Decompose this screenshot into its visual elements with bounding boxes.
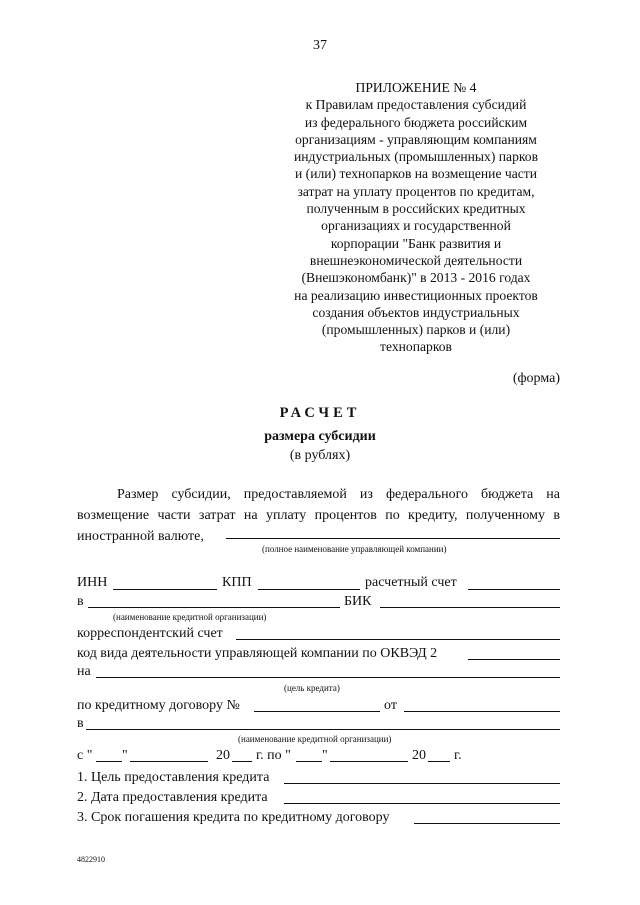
- units-note: (в рублях): [289, 448, 351, 463]
- appendix-line: (промышленных) парков и (или): [321, 322, 511, 338]
- appendix-line: внешнеэкономической деятельности: [309, 252, 523, 268]
- bank2-caption: (наименование кредитной организации): [238, 734, 392, 744]
- item-repayment-term: 3. Срок погашения кредита по кредитному договору: [77, 810, 390, 825]
- item-purpose-field[interactable]: [284, 783, 560, 784]
- item-purpose: 1. Цель предоставления кредита: [77, 770, 270, 785]
- quote: ": [322, 748, 328, 763]
- item-issue-date-field[interactable]: [284, 803, 560, 804]
- appendix-line: корпорации "Банк развития и: [330, 235, 502, 251]
- contract-from-label: от: [384, 698, 397, 713]
- contract-date-field[interactable]: [404, 711, 560, 712]
- okved-label: код вида деятельности управляющей компании по ОКВЭД 2: [77, 646, 438, 661]
- purpose-na-label: на: [77, 664, 91, 679]
- appendix-line: индустриальных (промышленных) парков: [293, 149, 538, 165]
- year-prefix: 20: [216, 748, 230, 763]
- purpose-caption: (цель кредита): [284, 683, 340, 693]
- contract-number-field[interactable]: [254, 711, 380, 712]
- appendix-line: на реализацию инвестиционных проектов: [294, 287, 538, 303]
- year-prefix: 20: [412, 748, 426, 763]
- company-caption: (полное наименование управляющей компании): [262, 544, 447, 554]
- intro-text: Размер субсидии, предоставляемой из федерального бюджета на возмещение части затрат на уплату процентов по кредиту, полученному в иностранной валюте,: [77, 487, 560, 544]
- period-to-month-field[interactable]: [330, 761, 408, 762]
- period-to-label: г. по ": [256, 748, 291, 763]
- appendix-title: ПРИЛОЖЕНИЕ № 4: [355, 80, 477, 95]
- form-label: (форма): [512, 371, 560, 386]
- period-to-year-field[interactable]: [428, 761, 450, 762]
- appendix-line: организациях и государственной: [321, 218, 511, 234]
- period-from-year-field[interactable]: [232, 761, 252, 762]
- kpp-field[interactable]: [258, 589, 360, 590]
- period-from-month-field[interactable]: [130, 761, 208, 762]
- kpp-label: КПП: [222, 575, 252, 590]
- period-from-day-field[interactable]: [96, 761, 122, 762]
- page-number: 37: [313, 38, 327, 53]
- inn-label: ИНН: [77, 575, 108, 590]
- item-repayment-term-field[interactable]: [414, 823, 560, 824]
- corr-account-field[interactable]: [236, 639, 560, 640]
- appendix-line: полученным в российских кредитных: [306, 201, 526, 217]
- item-issue-date: 2. Дата предоставления кредита: [77, 790, 268, 805]
- appendix-line: создания объектов индустриальных: [312, 304, 520, 320]
- appendix-header: [272, 79, 560, 356]
- period-from-label: с ": [77, 748, 93, 763]
- appendix-line: (Внешэкономбанк)" в 2013 - 2016 годах: [301, 270, 531, 286]
- bik-label: БИК: [344, 594, 372, 609]
- quote: ": [122, 748, 128, 763]
- document-title: РАСЧЕТ: [279, 405, 361, 421]
- bik-field[interactable]: [380, 607, 560, 608]
- account-field[interactable]: [468, 589, 560, 590]
- appendix-line: из федерального бюджета российским: [304, 114, 528, 130]
- account-label: расчетный счет: [365, 575, 457, 590]
- purpose-field[interactable]: [96, 677, 560, 678]
- inn-field[interactable]: [113, 589, 217, 590]
- company-name-field[interactable]: [226, 538, 560, 539]
- bank2-in-label: в: [77, 716, 84, 731]
- bank-caption: (наименование кредитной организации): [113, 612, 267, 622]
- appendix-line: и (или) технопарков на возмещение части: [295, 166, 537, 182]
- appendix-line: затрат на уплату процентов по кредитам,: [297, 183, 535, 199]
- footer-code: 4822910: [77, 855, 105, 864]
- year-suffix: г.: [454, 748, 462, 763]
- document-subtitle: размера субсидии: [264, 429, 376, 444]
- bank-name-field[interactable]: [88, 607, 340, 608]
- period-to-day-field[interactable]: [296, 761, 322, 762]
- bank2-name-field[interactable]: [86, 729, 560, 730]
- appendix-line: технопарков: [380, 339, 452, 355]
- okved-field[interactable]: [468, 659, 560, 660]
- bank-in-label: в: [77, 594, 84, 609]
- appendix-line: к Правилам предоставления субсидий: [305, 97, 527, 113]
- appendix-line: организациям - управляющим компаниям: [295, 131, 537, 147]
- corr-account-label: корреспондентский счет: [77, 626, 223, 641]
- contract-label: по кредитному договору №: [77, 698, 240, 713]
